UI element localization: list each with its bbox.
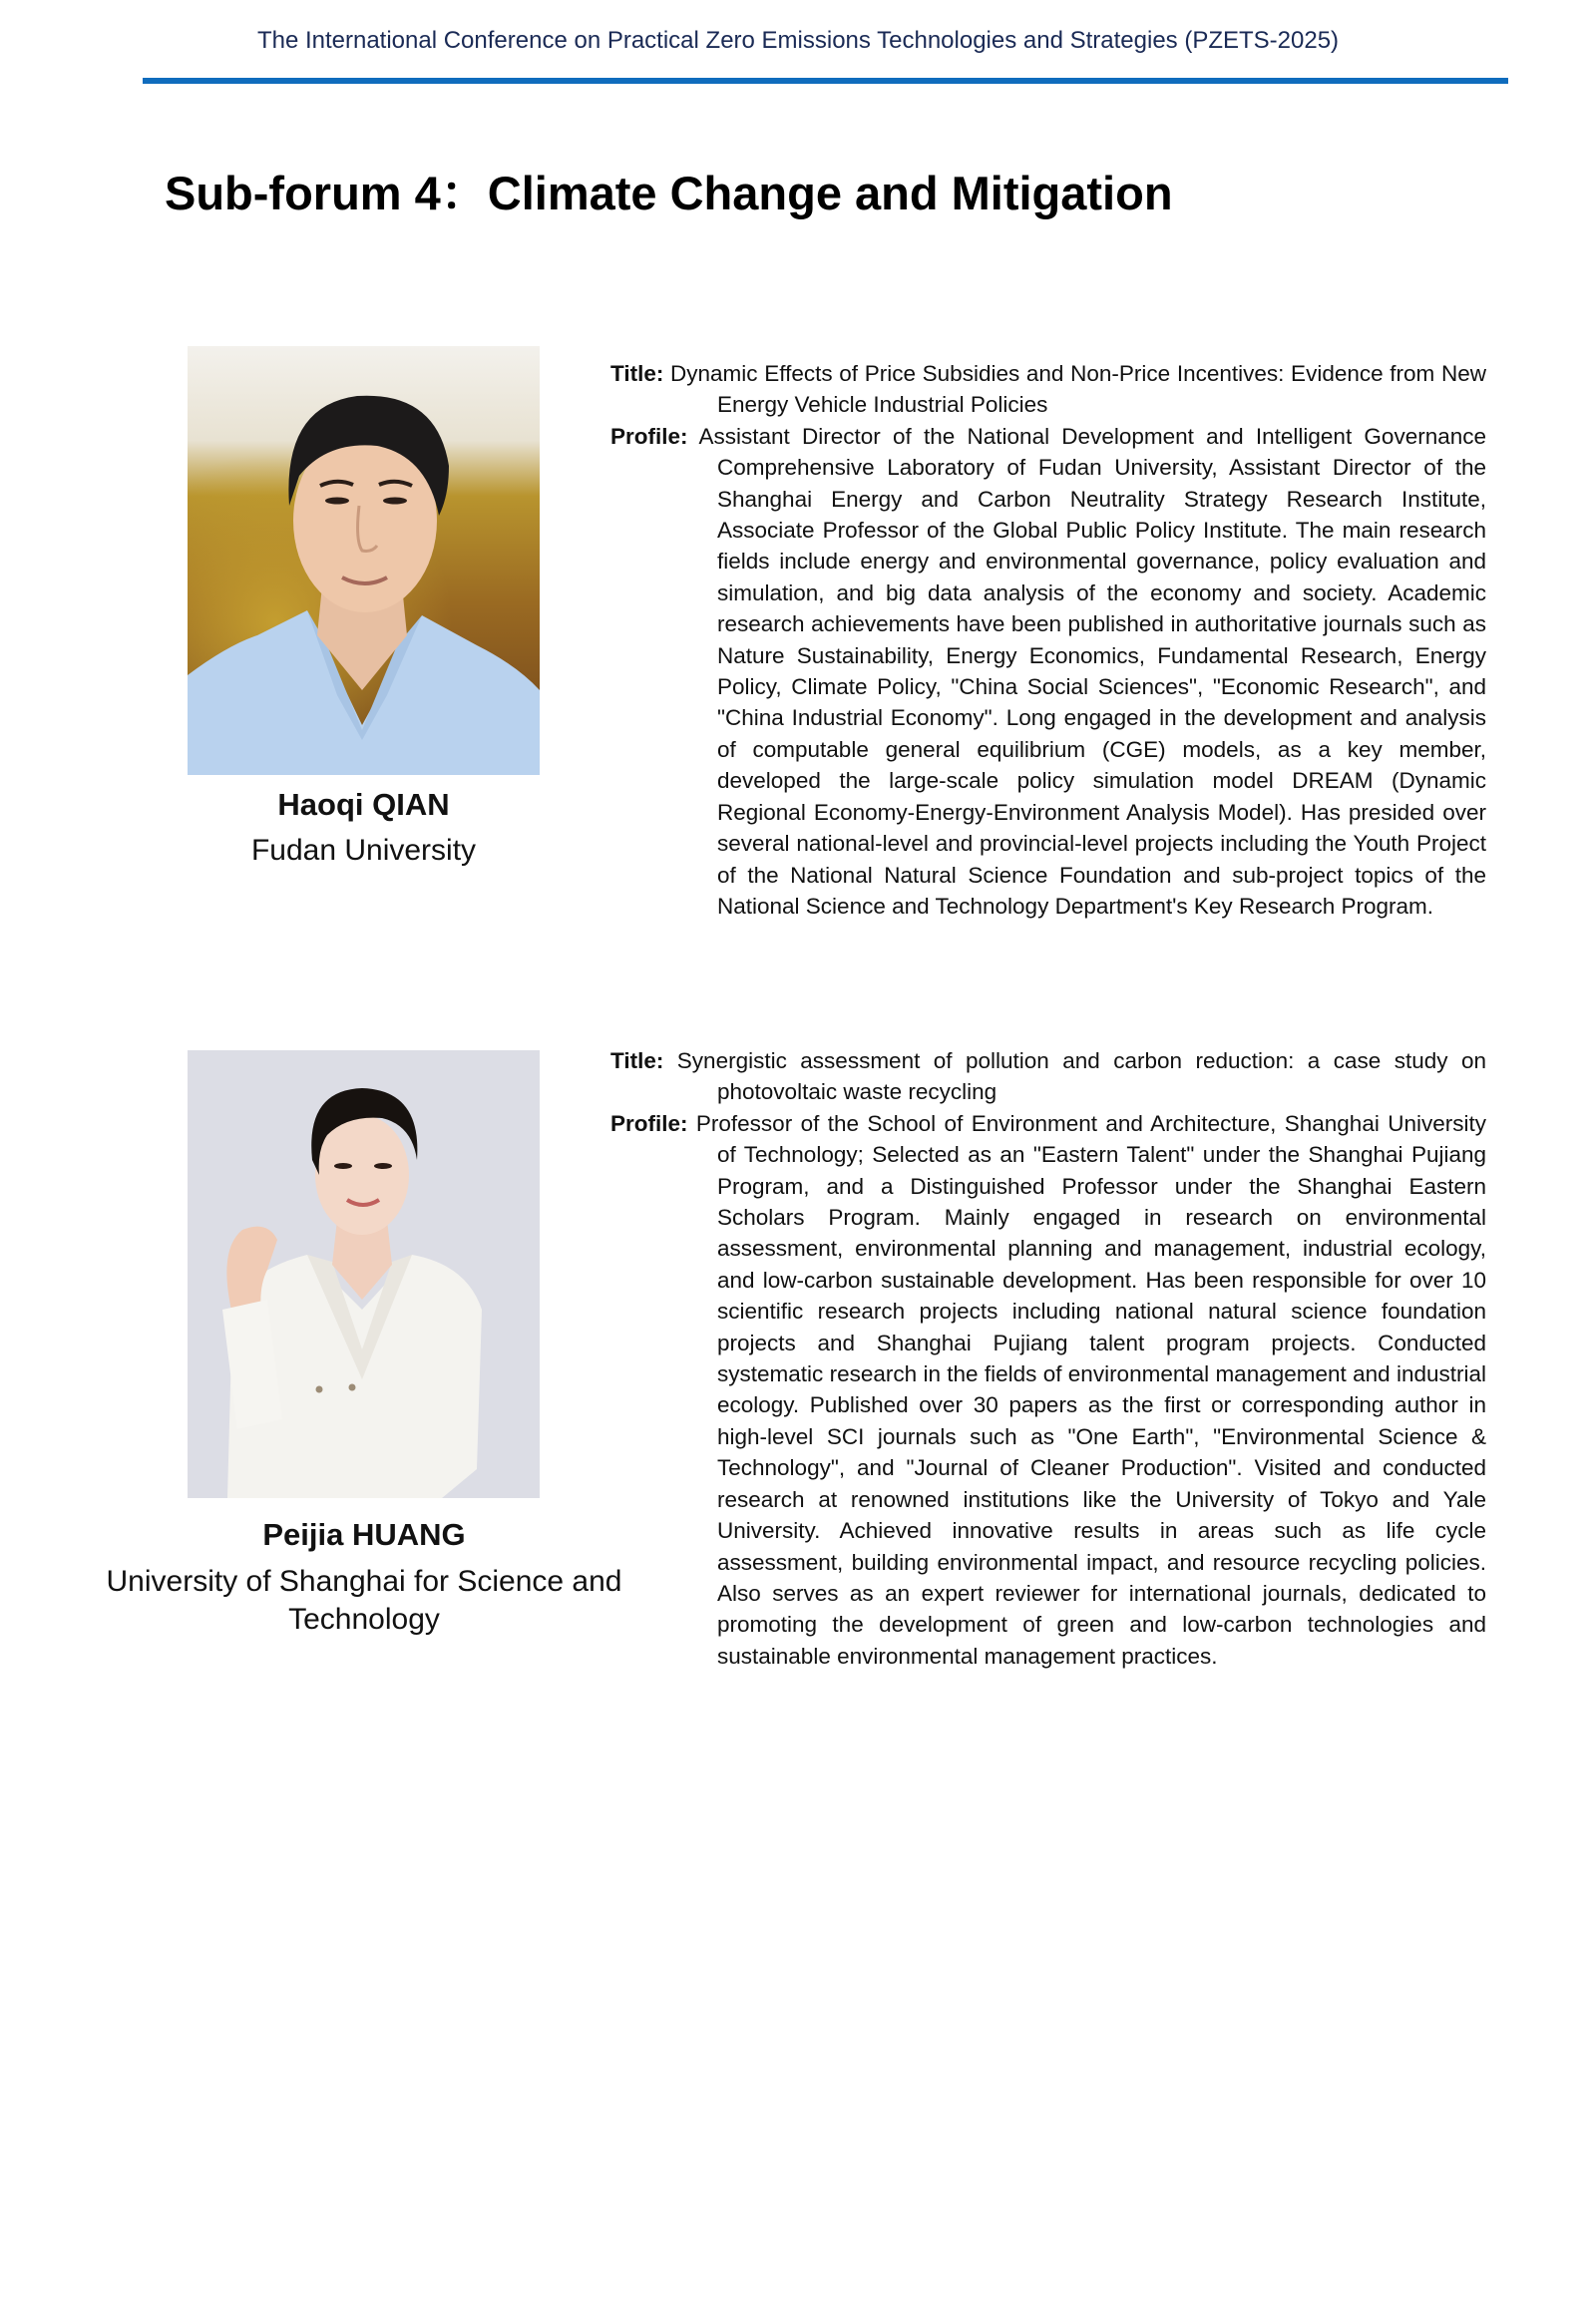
portrait-image-icon xyxy=(188,1050,540,1498)
conference-header-title: The International Conference on Practical Zero Emissions Technologies and Strategies (PZETS-2025) xyxy=(256,27,1340,54)
page-title: Sub-forum 4：Climate Change and Mitigation xyxy=(165,167,1173,219)
speaker-photo xyxy=(188,346,540,775)
talk-title-row xyxy=(610,1045,1486,1108)
profile-label: Profile: xyxy=(610,423,688,449)
title-label: Title: xyxy=(610,1048,664,1073)
speaker-bio xyxy=(610,358,1486,922)
talk-title: Synergistic assessment of pollution and carbon reduction: a case study on photovoltaic waste recycling xyxy=(676,1048,1486,1105)
speaker-name: Peijia HUANG xyxy=(262,1517,466,1552)
profile-label: Profile: xyxy=(610,1110,688,1136)
profile-text: Professor of the School of Environment and Architecture, Shanghai University of Technology; Selected as an "Eastern Talent" under the Shanghai Pujiang Program, and a Distinguished Professor under the Shanghai Eastern Scholars Program. Mainly engaged in research on environmental assessment, environmental planning and management, industrial ecology, and low-carbon sustainable development. Has been responsible for over 10 scientific research projects including national natural science foundation projects and Shanghai Pujiang talent program projects. Conducted systematic research in the fields of environmental management and industrial ecology. Published over 30 papers as the first or corresponding author in high-level SCI journals such as "One Earth", "Environmental Science & Technology", and "Journal of Cleaner Production". Visited and conducted research at renowned institutions like the University of Tokyo and Yale University. Achieved innovative results in areas such as life cycle assessment, building environmental impact, and resource recycling policies. Also serves as an expert reviewer for international journals, dedicated to promoting the development of green and low-carbon technologies and sustainable environmental management practices. xyxy=(695,1110,1486,1669)
profile-row xyxy=(610,1108,1486,1672)
speaker-affiliation: University of Shanghai for Science and Technology xyxy=(106,1565,622,1636)
portrait-image-icon xyxy=(188,346,540,775)
speaker-bio xyxy=(610,1045,1486,1672)
speaker-affiliation: Fudan University xyxy=(250,834,477,867)
speaker-name: Haoqi QIAN xyxy=(277,787,450,822)
speaker-photo xyxy=(188,1050,540,1498)
talk-title-row xyxy=(610,358,1486,421)
title-label: Title: xyxy=(610,361,664,386)
profile-text: Assistant Director of the National Development and Intelligent Governance Comprehensive Laboratory of Fudan University, Assistant Director of the Shanghai Energy and Carbon Neutrality Strategy Research Institute, Associate Professor of the Global Public Policy Institute. The main research fields include energy and environmental governance, policy evaluation and simulation, and big data analysis of the economy and society. Academic research achievements have been published in authoritative journals such as Nature Sustainability, Energy Economics, Fundamental Research, Energy Policy, Climate Policy, "China Social Sciences", "Economic Research", and "China Industrial Economy". Long engaged in the development and analysis of computable general equilibrium (CGE) models, as a key member, developed the large-scale policy simulation model DREAM (Dynamic Regional Economy-Energy-Environment Analysis Model). Has presided over several national-level and provincial-level projects including the Youth Project of the National Natural Science Foundation and sub-project topics of the National Science and Technology Department's Key Research Program. xyxy=(698,423,1487,919)
talk-title: Dynamic Effects of Price Subsidies and Non-Price Incentives: Evidence from New Energy Vehicle Industrial Policies xyxy=(670,361,1486,418)
profile-row xyxy=(610,421,1486,923)
header-divider xyxy=(143,78,1508,84)
